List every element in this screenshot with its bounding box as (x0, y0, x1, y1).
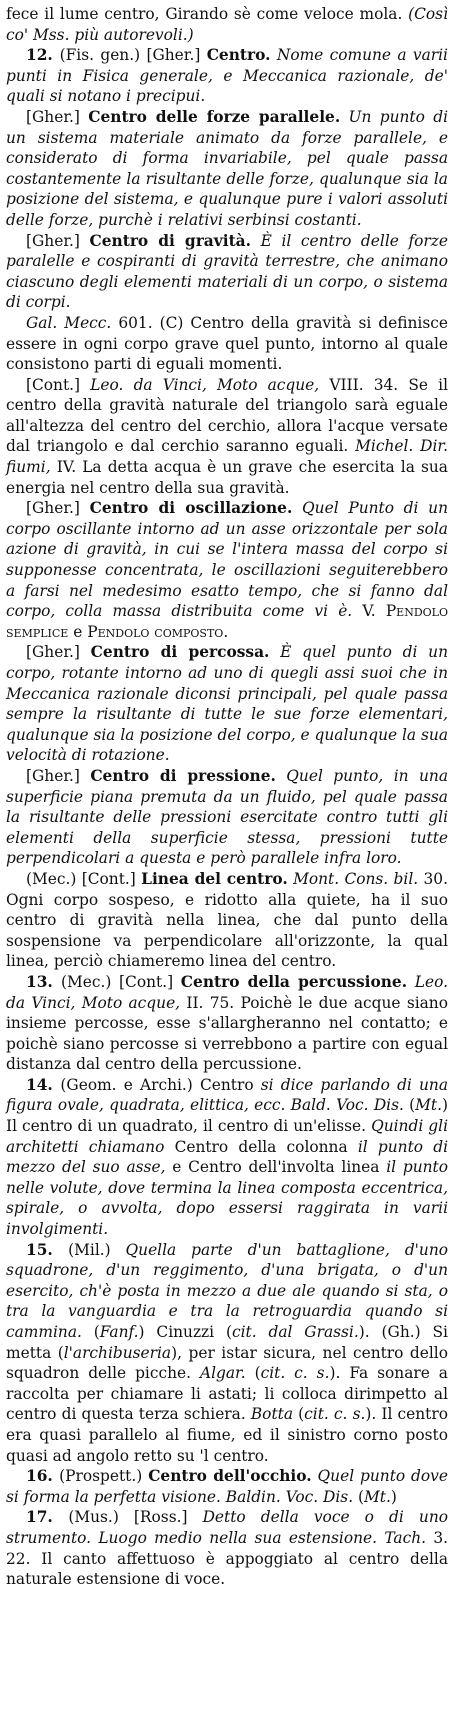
entry-heading-text: Centro dell'occhio. (148, 1467, 312, 1486)
entry-heading-text: 15. (26, 1240, 69, 1259)
entry-text: si dice parlando di una figura ovale, quadrata, elittica, ecc. (6, 1075, 448, 1115)
entry-text: Quel Punto di un corpo oscillante intorno ad un asse orizzontale per sola azione di gravità, in cui se l'intera massa del corpo si supponesse concentrata, le oscillazioni seguiterebbero a farsi nel medesimo esatto tempo, che si fanno dal corpo, colla massa distribuita come vi è. (6, 499, 449, 621)
entry-text: Leo. da Vinci, Moto acque, (90, 375, 320, 394)
entry-heading-text: Centro di percossa. (90, 643, 270, 662)
entry-text: Mt. (415, 1096, 442, 1115)
entry-text: (Geom. e Archi.) Centro (60, 1075, 261, 1094)
entry-text: (Così co' Mss. più autorevoli.) (6, 5, 448, 44)
dictionary-paragraph (6, 4, 448, 45)
entry-text: È quel punto di un corpo, rotante intorno ad uno di quegli assi suoi che in Meccanica razionale diconsi principali, pel quale passa sempre la risultante di tutte le sue forze elementari, qualunque sia la posizione del corpo, e qualunque la sua velocità di rotazione. (6, 643, 448, 765)
entry-text: Quel punto dove si forma la perfetta visione. (6, 1467, 448, 1506)
entry-text: e (68, 622, 88, 641)
entry-text: [Gher.] (26, 107, 89, 126)
dictionary-paragraph (6, 375, 448, 499)
dictionary-paragraph (6, 231, 448, 313)
entry-text: 30. Ogni corpo sospeso, e ridotto alla quiete, ha il suo centro di gravità nella linea, che dal punto della sospensione va perpendicolare all'orizzonte, la qual linea, perciò chiameremo linea del centro. (6, 869, 448, 971)
entry-heading-text: 16. (26, 1467, 60, 1486)
entry-text: ( (245, 1364, 261, 1383)
entry-text: Baldin. Voc. Dis. (225, 1487, 354, 1506)
entry-text: Fanf. (99, 1323, 139, 1341)
entry-text: Quindi gli architetti chiamano (6, 1117, 449, 1156)
entry-text: [Gher.] (26, 643, 91, 662)
entry-heading-text: 14. (26, 1075, 61, 1094)
entry-text: Botta (250, 1405, 293, 1424)
entry-text: ). (Gh.) Si metta ( (6, 1323, 448, 1362)
entry-text: Pendolo composto (87, 622, 224, 641)
entry-heading-text: 12. (26, 46, 60, 65)
entry-text: Mt. (364, 1487, 391, 1506)
entry-text: il punto di mezzo del suo asse, (6, 1137, 448, 1177)
entry-heading-text: Centro di pressione. (90, 766, 276, 785)
entry-text: [Gher.] (26, 766, 91, 785)
entry-text: Algar. (199, 1364, 246, 1383)
entry-text: ( (293, 1405, 305, 1424)
entry-text: Pendolo semplice (6, 602, 448, 641)
entry-heading-text: 17. (26, 1508, 69, 1527)
entry-heading-text: Centro. (206, 46, 271, 65)
entry-text: II. 75. Poichè le due acque siano insieme percosse, esse s'allargheranno nel contatto; e poichè siano percosse si verrebbono a partire con egual distanza dal centro della percussione. (6, 993, 448, 1074)
entry-text: ) Cinuzzi ( (138, 1323, 232, 1341)
dictionary-paragraph (6, 313, 448, 375)
entry-text: ( (403, 1096, 416, 1115)
dictionary-paragraph (6, 972, 448, 1075)
entry-text: ( (81, 1323, 100, 1341)
entry-text: V. (352, 602, 386, 621)
entry-text: cit. dal Grassi. (231, 1323, 359, 1341)
entry-text: e Centro dell'involta linea (165, 1158, 387, 1177)
entry-text: il punto nelle volute, dove termina la linea composta eccentrica, spirale, o avvolta, dopo essersi raggirata in varii involgimenti. (6, 1158, 448, 1239)
entry-heading-text: Centro di oscillazione. (89, 499, 293, 518)
entry-text: Nome comune a varii punti in Fisica generale, e Meccanica razionale, de' quali si notano i precipui. (6, 46, 448, 106)
dictionary-page (6, 4, 448, 1590)
entry-text: cit. c. s. (260, 1364, 330, 1383)
entry-text: ( (353, 1487, 364, 1506)
entry-text: VIII. 34. Se il centro della gravità naturale del triangolo sarà eguale all'altezza del centro del cerchio, allora l'acque versate dal triangolo e dal cerchio saranno eguali. (6, 375, 448, 456)
dictionary-paragraph (6, 45, 448, 107)
entry-text: Un punto di un sistema materiale animato da forze parallele, e considerato di forma invariabile, pel quale passa costantemente la risultante delle forze, qualunque sia la posizione del sistema, e qualunque pure i valori assoluti delle forze, purchè i relativi serbinsi costanti. (6, 107, 448, 229)
entry-text: Quella parte d'un battaglione, d'uno squadrone, d'un reggimento, d'una brigata, o d'un esercito, ch'è posta in mezzo a due ale quando si sta, o tra la vanguardia e tra la retroguardia quando si cammina. (6, 1240, 448, 1341)
entry-text: (Fis. gen.) [Gher.] (59, 46, 207, 65)
entry-text: (Mec.) [Cont.] (60, 972, 181, 991)
dictionary-paragraph (6, 766, 448, 869)
entry-text: ) Il centro di un quadrato, il centro di un'elisse. (6, 1096, 448, 1136)
entry-text: ), per istar sicura, nel centro dello squadron delle picche. (6, 1343, 448, 1383)
entry-text: IV. La detta acqua è un grave che esercita la sua energia nel centro della sua gravità. (6, 458, 448, 497)
entry-text: (Mil.) (68, 1240, 126, 1259)
entry-text: [Cont.] (26, 375, 91, 394)
entry-heading-text: Centro di gravità. (89, 231, 252, 250)
entry-text: [Gher.] (26, 499, 90, 518)
dictionary-paragraph (6, 498, 448, 642)
entry-text: Bald. Voc. Dis. (290, 1096, 404, 1115)
dictionary-paragraph (6, 642, 448, 766)
entry-text: l'archibuseria (63, 1343, 172, 1362)
dictionary-paragraph (6, 107, 448, 231)
dictionary-paragraph (6, 869, 448, 972)
entry-heading-text: 13. (26, 972, 61, 991)
entry-text: 601. (C) Centro della gravità si definisce essere in ogni corpo grave quel punto, intorno al quale consistono parti di eguali momenti. (6, 313, 448, 374)
entry-text: È il centro delle forze paralelle e cospiranti di gravità terrestre, che animano ciascuno degli elementi materiali di un corpo, o sistema di corpi. (6, 231, 448, 312)
entry-text: Quel punto, in una superficie piana premuta da un fluido, pel quale passa la risultante delle pressioni esercitate contro tutti gli elementi della superficie stessa, pressioni tutte perpendicolari a questa e però parallele infra loro. (6, 766, 449, 868)
entry-text: (Prospett.) (59, 1467, 149, 1486)
entry-heading-text: Linea del centro. (141, 869, 288, 888)
entry-text: Detto della voce o di uno strumento. Luogo medio nella sua estensione. (6, 1508, 448, 1547)
dictionary-paragraph (6, 1466, 448, 1507)
entry-text: Tach. (384, 1528, 427, 1547)
entry-text: (Mec.) [Cont.] (26, 869, 142, 888)
dictionary-paragraph (6, 1075, 448, 1240)
entry-text: fece il lume centro, Girando sè come veloce mola. (6, 5, 409, 23)
entry-text: (Mus.) [Ross.] (68, 1508, 203, 1527)
entry-text: ). Fa sonare a raccolta per chiamare li astati; li colloca dirimpetto al centro di questa terza schiera. (6, 1364, 448, 1424)
entry-text: [Gher.] (26, 231, 90, 250)
dictionary-paragraph (6, 1507, 448, 1589)
entry-text: Centro della colonna (164, 1137, 358, 1156)
entry-text: Leo. da Vinci, Moto acque, (6, 972, 448, 1012)
dictionary-paragraph (6, 1240, 448, 1467)
entry-text: Michel. Dir. fiumi, (6, 437, 448, 477)
entry-text: . (223, 622, 229, 641)
entry-text: ) (390, 1487, 397, 1506)
entry-text: ). Il centro era quasi parallelo al fiume, ed il sinistro corno posto quasi ad angolo retto su 'l centro. (6, 1405, 448, 1465)
entry-text: Mont. Cons. bil. (287, 869, 419, 888)
entry-text: cit. c. s. (304, 1405, 366, 1424)
entry-heading-text: Centro della percussione. (180, 972, 408, 991)
entry-text: Gal. Mecc. (26, 313, 112, 332)
entry-heading-text: Centro delle forze parallele. (88, 107, 341, 126)
entry-text: 3. 22. Il canto affettuoso è appoggiato al centro della naturale estensione di voce. (6, 1528, 448, 1589)
